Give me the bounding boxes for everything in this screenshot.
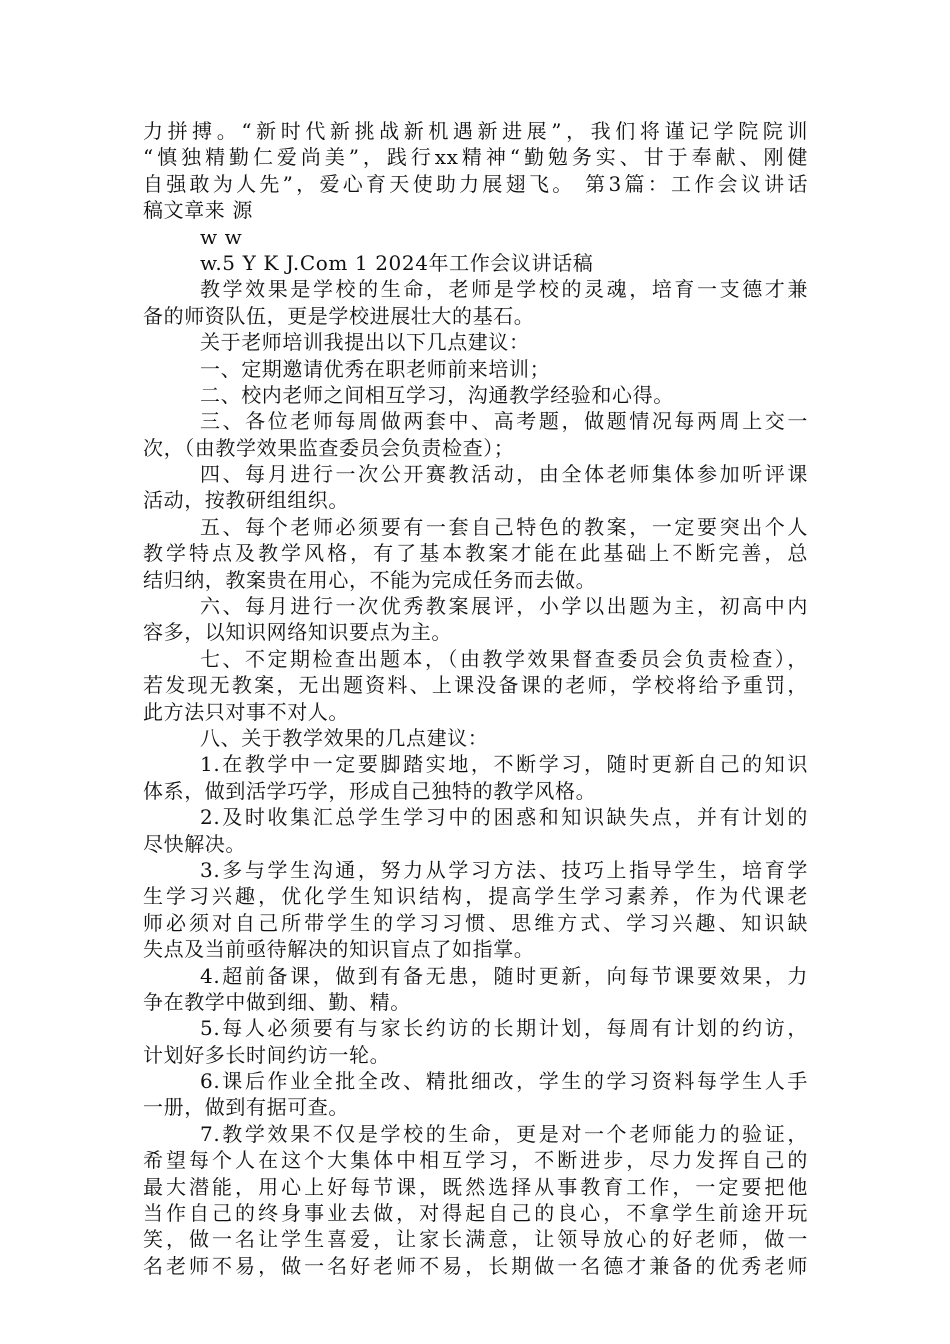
text-line: 教学效果是学校的生命，老师是学校的灵魂，培育一支德才兼 <box>200 277 808 302</box>
text-line: 教学特点及教学风格，有了基本教案才能在此基础上不断完善，总 <box>143 541 808 566</box>
text-line: 三、各位老师每周做两套中、高考题，做题情况每两周上交一 <box>200 409 808 434</box>
text-line: 此方法只对事不对人。 <box>143 699 349 724</box>
text-line: 容多，以知识网络知识要点为主。 <box>143 620 452 645</box>
text-line: 计划好多长时间约访一轮。 <box>143 1042 391 1067</box>
text-line: 希望每个人在这个大集体中相互学习，不断进步，尽力发挥自己的 <box>143 1148 808 1173</box>
text-line: 体系，做到活学巧学，形成自己独特的教学风格。 <box>143 778 597 803</box>
text-line: 5.每人必须要有与家长约访的长期计划，每周有计划的约访， <box>200 1016 808 1041</box>
text-line: 1.在教学中一定要脚踏实地，不断学习，随时更新自己的知识 <box>200 752 808 777</box>
text-line: 二、校内老师之间相互学习，沟通教学经验和心得。 <box>200 382 674 407</box>
text-line: w.5 Y K J.Com 1 2024年工作会议讲话稿 <box>200 250 594 275</box>
text-line: 力拼搏。“新时代新挑战新机遇新进展”，我们将谨记学院院训 <box>143 119 808 143</box>
text-line: 六、每月进行一次优秀教案展评，小学以出题为主，初高中内 <box>200 594 808 619</box>
text-line: 争在教学中做到细、勤、精。 <box>143 989 411 1014</box>
text-line: 7.教学效果不仅是学校的生命，更是对一个老师能力的验证， <box>200 1121 808 1146</box>
text-line: 3.多与学生沟通，努力从学习方法、技巧上指导学生，培育学 <box>200 857 808 882</box>
text-line: 2.及时收集汇总学生学习中的困惑和知识缺失点，并有计划的 <box>200 805 808 830</box>
text-line: 4.超前备课，做到有备无患，随时更新，向每节课要效果，力 <box>200 963 808 988</box>
text-line: 当作自己的终身事业去做，对得起自己的良心，不拿学生前途开玩 <box>143 1201 808 1226</box>
text-line: 七、不定期检查出题本，（由教学效果督查委员会负责检查）， <box>200 646 808 671</box>
text-line: 名老师不易，做一名好老师不易，长期做一名德才兼备的优秀老师 <box>143 1253 808 1278</box>
text-line: 一册，做到有据可查。 <box>143 1095 349 1120</box>
text-line: 稿文章来 源 <box>143 198 253 223</box>
text-line: 活动，按教研组组织。 <box>143 488 349 513</box>
text-line: 最大潜能，用心上好每节课，既然选择从事教育工作，一定要把他 <box>143 1174 808 1199</box>
document-page <box>143 118 808 1279</box>
text-line: 结归纳，教案贵在用心，不能为完成任务而去做。 <box>143 567 597 592</box>
text-line: 次，（由教学效果监查委员会负责检查）； <box>143 435 515 460</box>
text-line: 6.课后作业全批全改、精批细改，学生的学习资料每学生人手 <box>200 1069 808 1094</box>
text-line: “慎独精勤仁爱尚美”，践行xx精神“勤勉务实、甘于奉献、刚健 <box>143 145 808 170</box>
text-line: 笑，做一名让学生喜爱，让家长满意，让领导放心的好老师，做一 <box>143 1227 808 1252</box>
text-line: 若发现无教案，无出题资料、上课没备课的老师，学校将给予重罚， <box>143 673 808 698</box>
text-line: 八、关于教学效果的几点建议： <box>200 725 489 750</box>
text-line: 生学习兴趣，优化学生知识结构，提高学生学习素养，作为代课老 <box>143 884 808 909</box>
text-line: 尽快解决。 <box>143 831 246 856</box>
text-line: 四、每月进行一次公开赛教活动，由全体老师集体参加听评课 <box>200 462 808 487</box>
text-line: 五、每个老师必须要有一套自己特色的教案，一定要突出个人 <box>200 514 808 539</box>
text-line: 关于老师培训我提出以下几点建议： <box>200 330 530 355</box>
text-line: 一、定期邀请优秀在职老师前来培训； <box>200 356 551 381</box>
text-line: 师必须对自己所带学生的学习习惯、思维方式、学习兴趣、知识缺 <box>143 910 808 935</box>
text-line: 自强敢为人先”，爱心育天使助力展翅飞。 第3篇：工作会议讲话 <box>143 171 808 196</box>
text-line: 备的师资队伍，更是学校进展壮大的基石。 <box>143 303 535 328</box>
text-line: 失点及当前亟待解决的知识盲点了如指掌。 <box>143 937 535 962</box>
text-line: w w <box>200 224 243 249</box>
